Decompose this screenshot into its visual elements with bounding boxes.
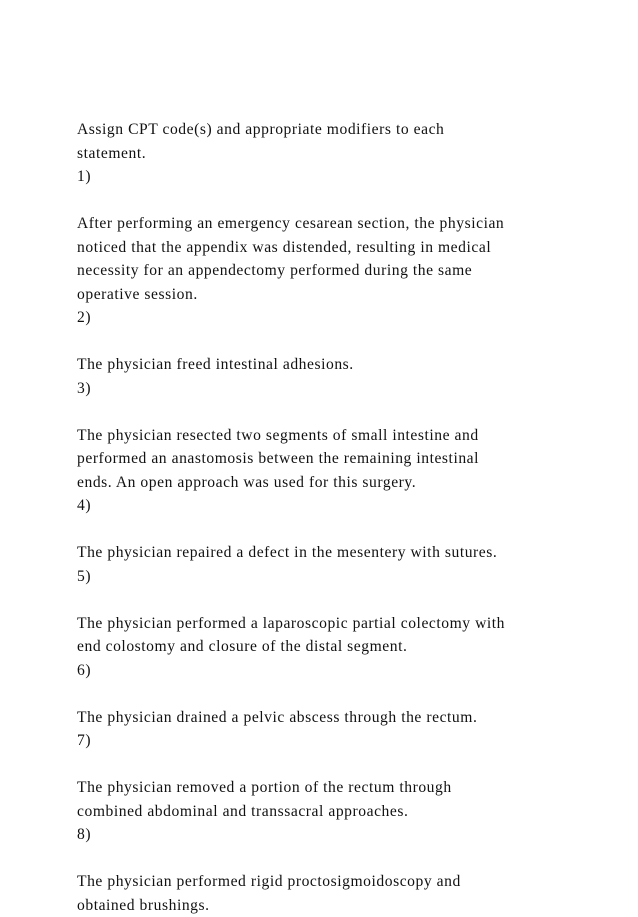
item-number: 2) [77,306,617,330]
item-number: 8) [77,823,617,847]
intro-line: Assign CPT code(s) and appropriate modifiers to each [77,118,617,142]
item-line: The physician resected two segments of small intestine and [77,424,617,448]
item-line: performed an anastomosis between the remaining intestinal [77,447,617,471]
spacer [77,189,617,213]
document-body [77,118,617,917]
item-line: The physician repaired a defect in the mesentery with sutures. [77,541,617,565]
spacer [77,847,617,871]
item-number: 1) [77,165,617,189]
item-line: The physician removed a portion of the rectum through [77,776,617,800]
item-line: operative session. [77,283,617,307]
item-number: 7) [77,729,617,753]
item-line: obtained brushings. [77,894,617,917]
item-line: necessity for an appendectomy performed during the same [77,259,617,283]
item-line: The physician performed a laparoscopic partial colectomy with [77,612,617,636]
item-line: The physician drained a pelvic abscess through the rectum. [77,706,617,730]
intro-line: statement. [77,142,617,166]
spacer [77,330,617,354]
item-number: 6) [77,659,617,683]
spacer [77,682,617,706]
item-line: noticed that the appendix was distended, resulting in medical [77,236,617,260]
item-line: The physician freed intestinal adhesions. [77,353,617,377]
item-line: The physician performed rigid proctosigmoidoscopy and [77,870,617,894]
spacer [77,400,617,424]
spacer [77,588,617,612]
spacer [77,753,617,777]
item-line: After performing an emergency cesarean section, the physician [77,212,617,236]
item-line: combined abdominal and transsacral approaches. [77,800,617,824]
spacer [77,518,617,542]
item-line: end colostomy and closure of the distal segment. [77,635,617,659]
item-number: 3) [77,377,617,401]
item-number: 4) [77,494,617,518]
item-number: 5) [77,565,617,589]
item-line: ends. An open approach was used for this surgery. [77,471,617,495]
